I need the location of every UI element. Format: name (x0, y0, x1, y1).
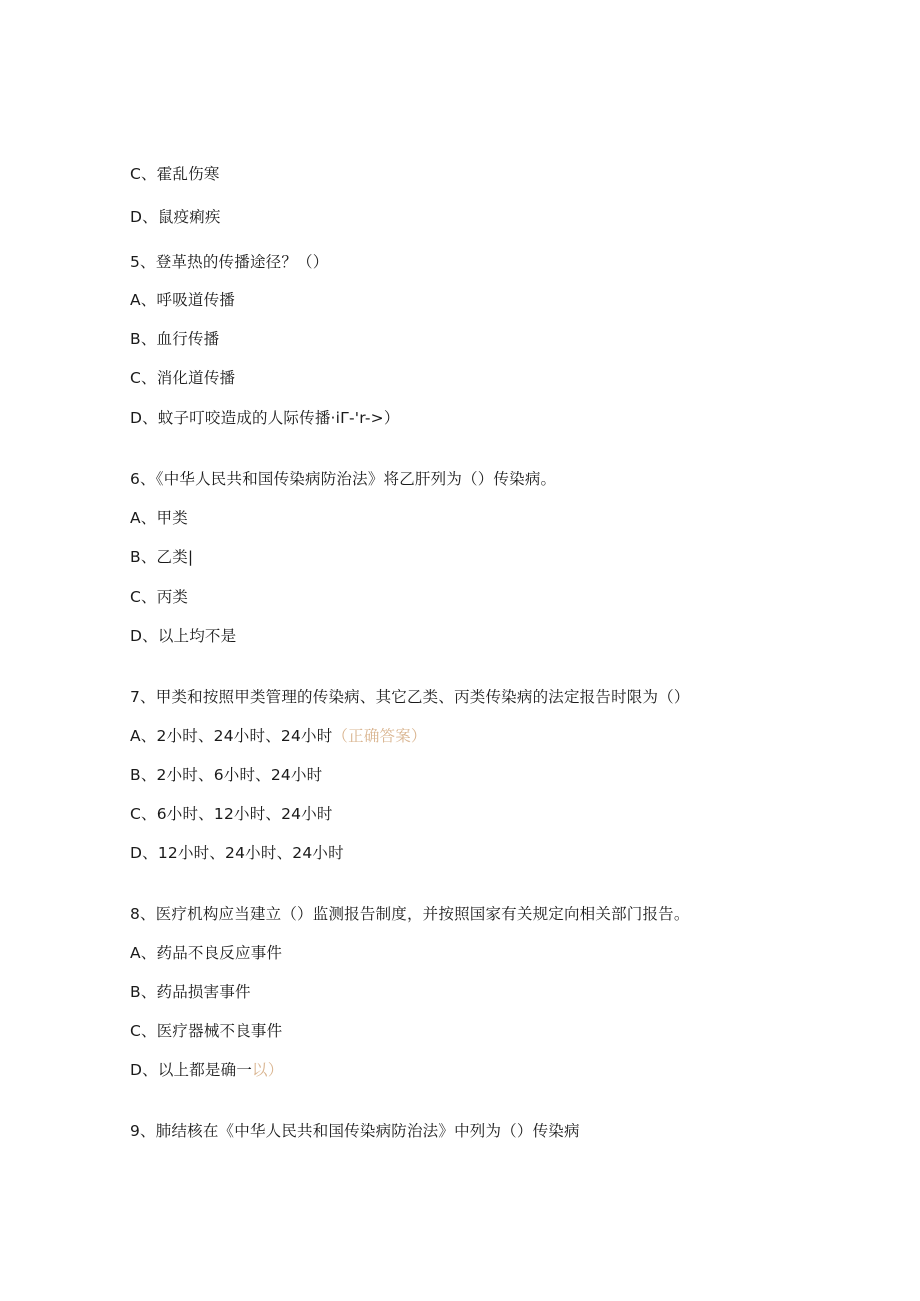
q5-option-a: A、呼吸道传播 (130, 291, 236, 309)
q6-question: 6、《中华人民共和国传染病防治法》将乙肝列为（）传染病。 (130, 470, 557, 488)
q5-option-d: D、蚊子叮咬造成的人际传播·iΓ-'r->） (130, 409, 400, 427)
q7-option-d: D、12小时、24小时、24小时 (130, 844, 344, 862)
q8-option-b: B、药品损害事件 (130, 983, 251, 1001)
q7-option-a-text: A、2小时、24小时、24小时 (130, 727, 333, 745)
q9-question: 9、肺结核在《中华人民共和国传染病防治法》中列为（）传染病 (130, 1122, 580, 1140)
q8-question: 8、医疗机构应当建立（）监测报告制度，并按照国家有关规定向相关部门报告。 (130, 905, 690, 923)
q8-option-a: A、药品不良反应事件 (130, 944, 283, 962)
q7-option-a (130, 726, 427, 746)
q8-option-d-text: D、以上都是确一 (130, 1061, 253, 1079)
q4-option-d: D、鼠疫痢疾 (130, 208, 221, 226)
q7-question: 7、甲类和按照甲类管理的传染病、其它乙类、丙类传染病的法定报告时限为（） (130, 688, 690, 706)
q5-question: 5、登革热的传播途径？（） (130, 253, 329, 271)
q5-option-b: B、血行传播 (130, 330, 220, 348)
q6-option-a: A、甲类 (130, 509, 188, 527)
q6-option-c: C、丙类 (130, 588, 189, 606)
q7-option-c: C、6小时、12小时、24小时 (130, 805, 333, 823)
q8-correct-answer-hint: 以） (252, 1061, 284, 1079)
q5-option-c: C、消化道传播 (130, 369, 236, 387)
q6-option-d: D、以上均不是 (130, 627, 237, 645)
q7-option-b: B、2小时、6小时、24小时 (130, 766, 323, 784)
q6-option-b: B、乙类| (130, 548, 194, 566)
q7-correct-answer-hint: （正确答案） (332, 727, 427, 745)
q8-option-c: C、医疗器械不良事件 (130, 1022, 283, 1040)
q4-option-c: C、霍乱伤寒 (130, 165, 220, 183)
q8-option-d (130, 1060, 283, 1080)
